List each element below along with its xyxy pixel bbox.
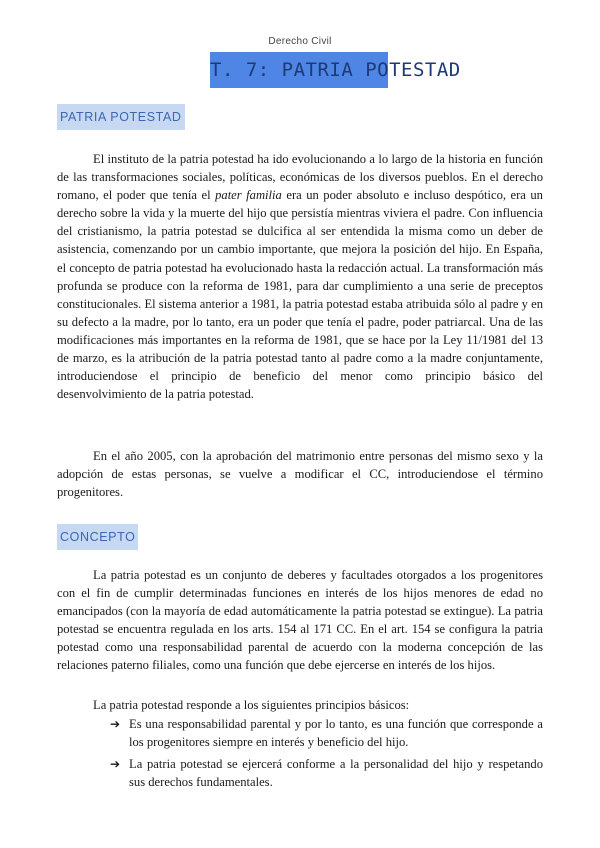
right-arrow-icon: ➔ <box>110 757 121 772</box>
paragraph-concept: La patria potestad es un conjunto de deberes y facultades otorgados a los progenitores con el fin de cumplir determinadas funciones en interés de los hijos menores de edad no emancipados (con la mayoría de edad automáticamente la patria potestad se extingue). La patria potestad se encuentra regulada en los arts. 154 al 171 CC. En el art. 154 se configura la patria potestad como una responsabilidad parental de acuerdo con la moderna concepción de las relaciones paterno filiales, como una función que debe ejercerse en interés de los hijos. <box>57 568 543 673</box>
principles-list <box>110 715 543 795</box>
section-heading-patria-potestad: PATRIA POTESTAD <box>57 104 185 130</box>
italic-term: pater familia <box>215 188 282 203</box>
paragraph-text: El instituto de la patria potestad ha ido evolucionando a lo largo de la historia en función de las transformaciones sociales, políticas, económicas de los diversos pueblos. En el derecho romano, el poder que tenía el <box>57 152 543 203</box>
paragraph-principles-intro: La patria potestad responde a los siguientes principios básicos: <box>93 698 410 712</box>
list-item <box>110 715 543 751</box>
list-item-text: Es una responsabilidad parental y por lo tanto, es una función que corresponde a los progenitores siempre en interés y beneficio del hijo. <box>129 717 543 750</box>
section-heading-concepto: CONCEPTO <box>57 524 138 550</box>
right-arrow-icon: ➔ <box>110 717 121 731</box>
page-title: T. 7: PATRIA POTESTAD <box>210 52 388 88</box>
subject-header: Derecho Civil <box>268 36 332 47</box>
list-item <box>110 755 543 791</box>
paragraph-text: era un poder absoluto e incluso despótico, era un derecho sobre la vida y la muerte del hijo que persistía mientras viviera el padre. Con influencia del cristianismo, la patria potestad se dulcifica al ser entendida la misma como un deber de asistencia, comenzando por un cambio importante, que mejora la posición del hijo. En España, el concepto de patria potestad ha evolucionado hasta la redacción actual. La transformación más profunda se produce con la reforma de 1981, para dar cumplimiento a una serie de preceptos constitucionales. El sistema anterior a 1981, la patria potestad estaba atribuida sólo al padre y en su defecto a la madre, por lo tanto, era un poder que tenía el padre, poder patriarcal. Una de las modificaciones más importantes en la reforma de 1981, que se hace por la Ley 11/1981 del 13 de marzo, es la atribución de la patria potestad tanto al padre como a la madre conjuntamente, introduciendose el principio de beneficio del menor como principio básico del desenvolvimiento de la patria potestad. <box>57 188 543 402</box>
paragraph-history <box>57 150 543 403</box>
list-item-text: La patria potestad se ejercerá conforme a la personalidad del hijo y respetando sus derechos fundamentales. <box>129 757 543 790</box>
paragraph-2005-reform: En el año 2005, con la aprobación del matrimonio entre personas del mismo sexo y la adopción de estas personas, se vuelve a modificar el CC, introduciendose el término progenitores. <box>57 449 543 500</box>
